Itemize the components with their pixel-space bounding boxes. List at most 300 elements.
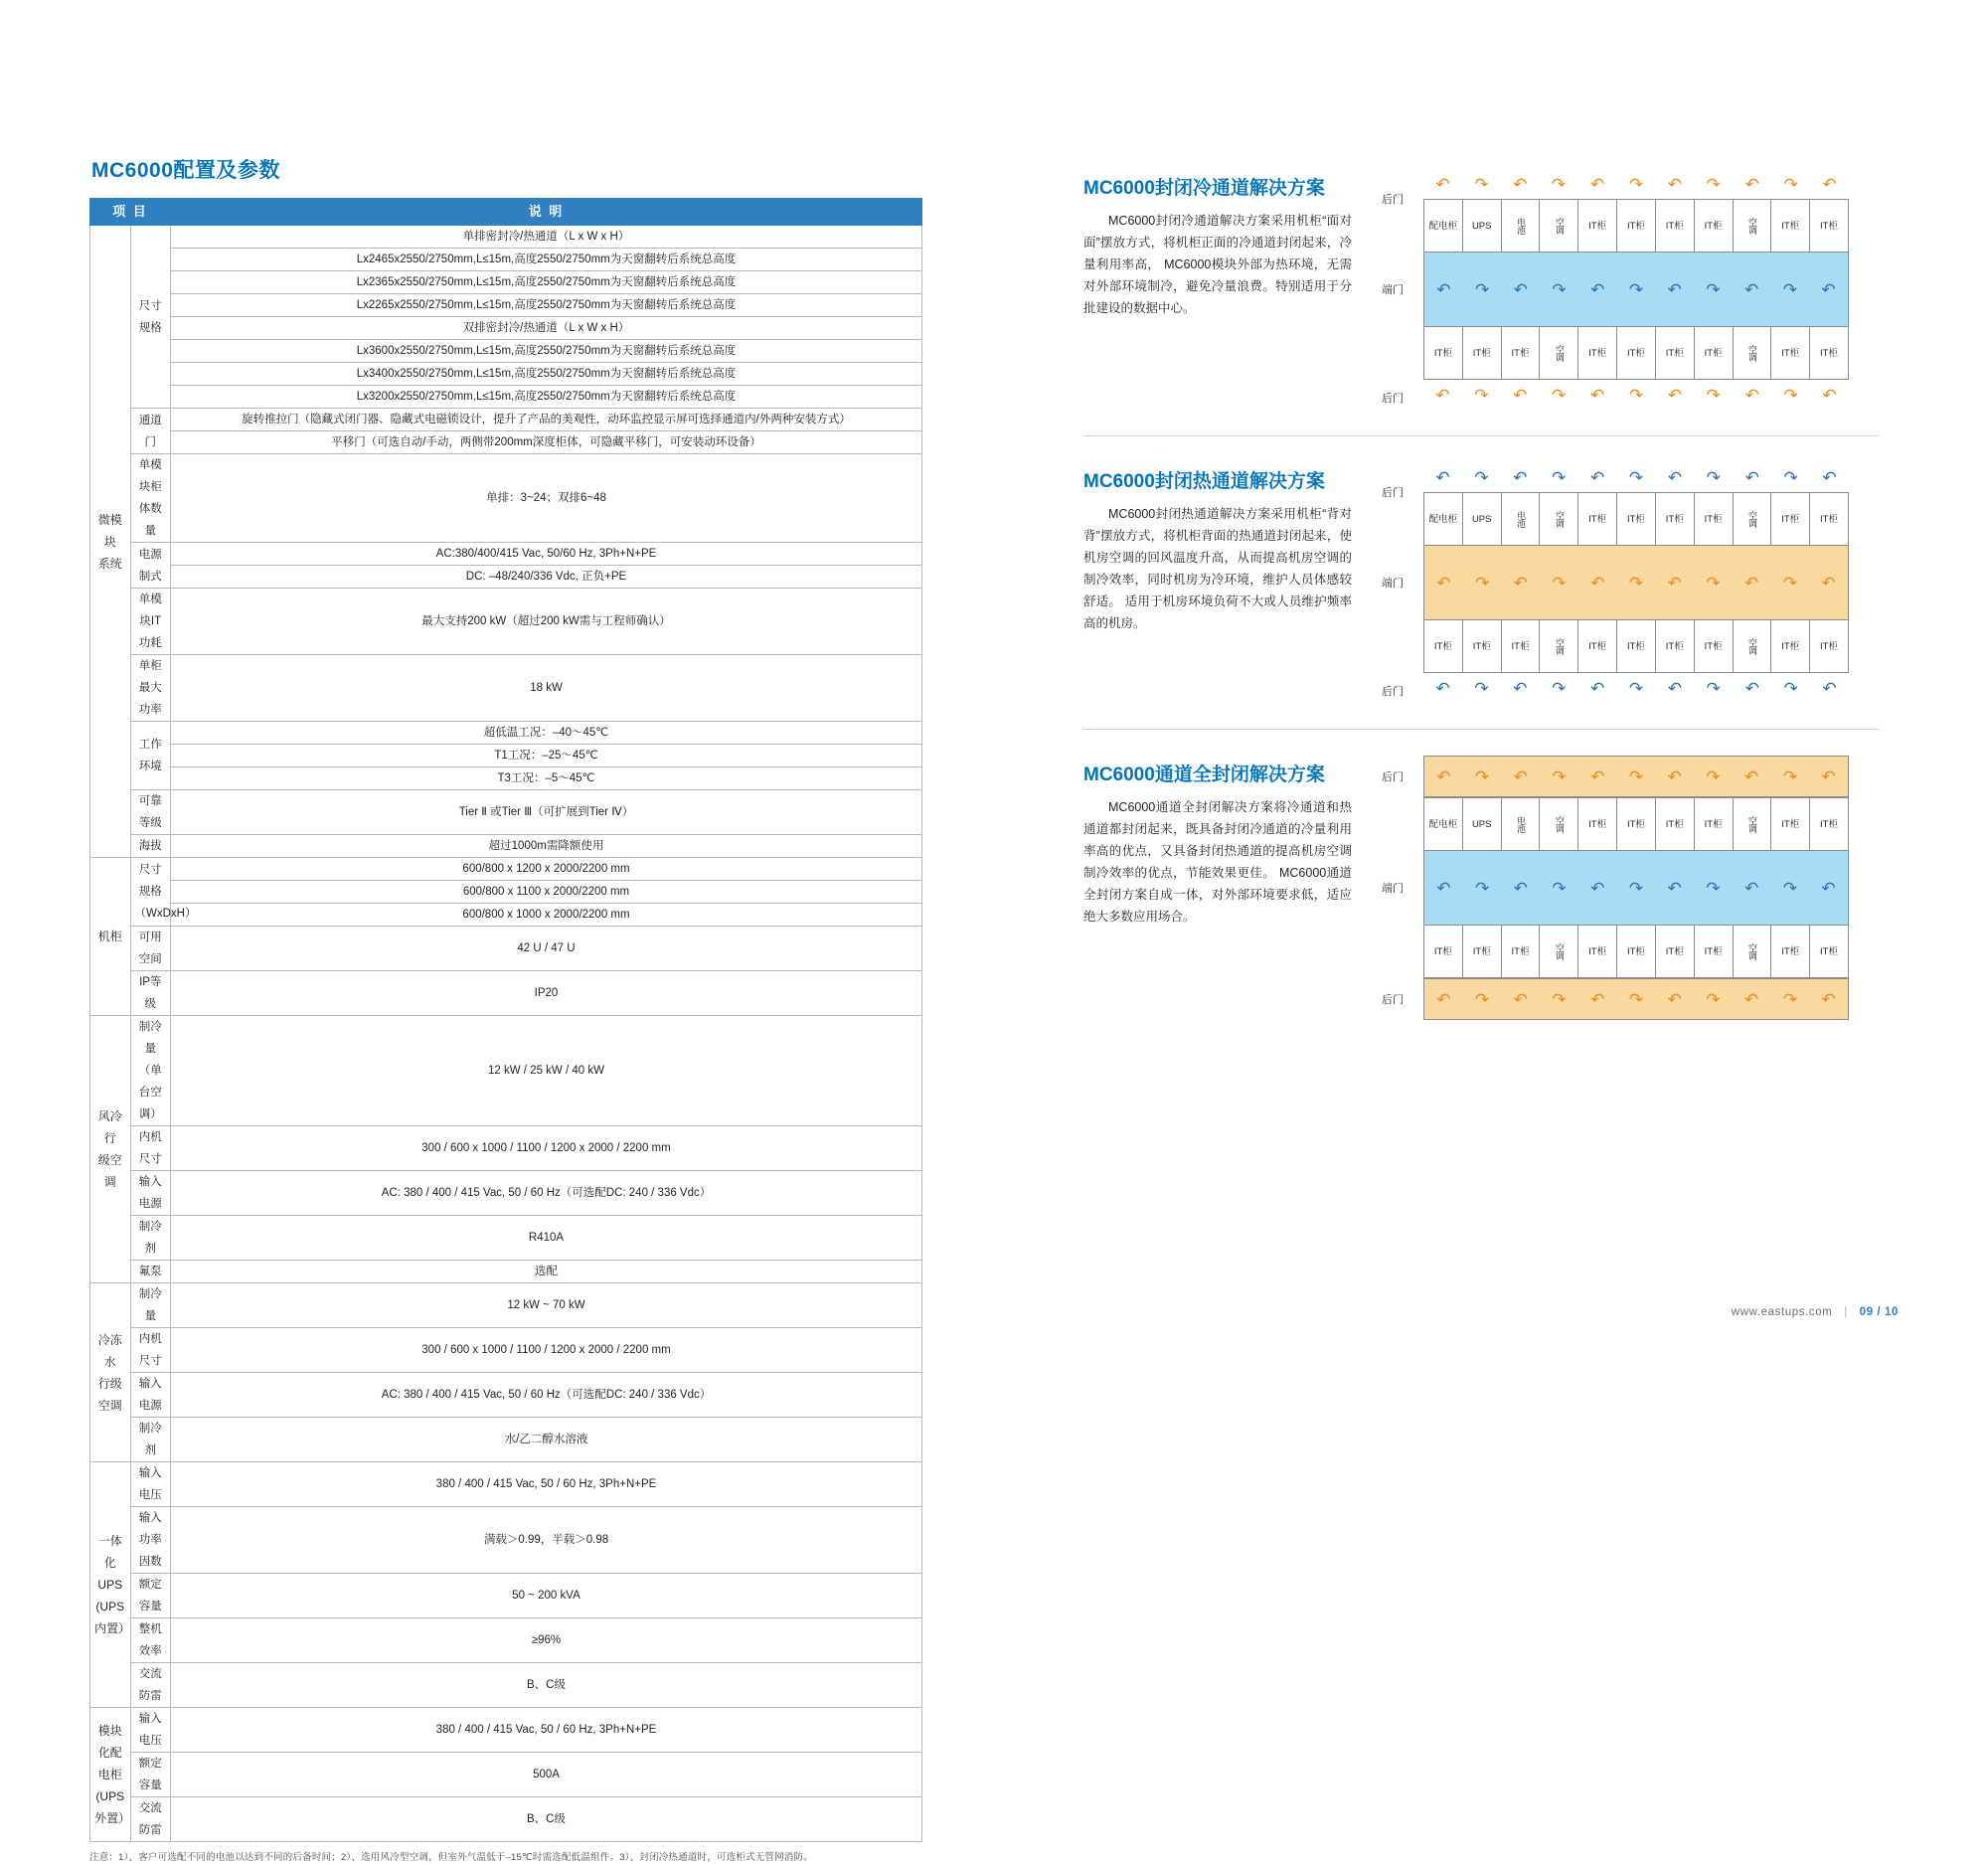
spec-item-label: 内机尺寸 xyxy=(130,1126,171,1171)
airflow-arrow-icon: ↶ xyxy=(1822,174,1837,194)
airflow-arrow-icon: ↷ xyxy=(1706,678,1721,698)
top-airflow-arrows xyxy=(1423,169,1849,199)
cabinet-cell: IT柜 xyxy=(1771,926,1810,977)
airflow-arrow-icon: ↶ xyxy=(1667,573,1682,593)
table-row xyxy=(90,340,922,363)
cabinet-cell: IT柜 xyxy=(1502,620,1541,672)
col-header-item: 项 目 xyxy=(90,199,171,226)
airflow-arrow-icon: ↷ xyxy=(1628,878,1644,898)
spec-value: 超低温工况：–40～45℃ xyxy=(171,722,922,745)
airflow-arrow-icon: ↷ xyxy=(1628,989,1644,1009)
spec-value: B、C级 xyxy=(171,1797,922,1842)
airflow-arrow-icon: ↷ xyxy=(1552,467,1567,487)
spec-value: 满载＞0.99，半载＞0.98 xyxy=(171,1507,922,1574)
spec-value: IP20 xyxy=(171,971,922,1016)
airflow-arrow-icon: ↶ xyxy=(1822,678,1837,698)
airflow-arrow-icon: ↶ xyxy=(1590,573,1605,593)
airflow-arrow-icon: ↶ xyxy=(1513,385,1528,405)
enclosed-hot-band xyxy=(1423,756,1849,797)
airflow-arrow-icon: ↶ xyxy=(1436,989,1451,1009)
airflow-arrow-icon: ↶ xyxy=(1667,279,1682,299)
cabinet-cell: IT柜 xyxy=(1656,493,1695,545)
table-row xyxy=(90,566,922,589)
airflow-arrow-row xyxy=(1424,851,1848,925)
solution-title: MC6000通道全封闭解决方案 xyxy=(1083,764,1325,785)
table-row xyxy=(90,790,922,835)
airflow-arrow-row xyxy=(1424,253,1848,326)
table-row xyxy=(90,767,922,790)
cabinet-cell: 配电柜 xyxy=(1424,200,1463,252)
airflow-arrow-icon: ↶ xyxy=(1513,174,1528,194)
airflow-arrow-icon: ↶ xyxy=(1435,174,1450,194)
airflow-arrow-icon: ↶ xyxy=(1435,678,1450,698)
airflow-arrow-row xyxy=(1424,979,1848,1019)
cabinet-cell: IT柜 xyxy=(1771,327,1810,379)
airflow-arrow-icon: ↷ xyxy=(1706,385,1721,405)
row-label xyxy=(1382,925,1423,978)
airflow-arrow-icon: ↷ xyxy=(1552,678,1567,698)
airflow-arrow-icon: ↶ xyxy=(1436,279,1451,299)
solution-block-full-enclosed xyxy=(1083,756,1908,1020)
solution-body: MC6000封闭热通道解决方案采用机柜“背对背”摆放方式，将机柜背面的热通道封闭起来，使机房空调的回风温度升高，从而提高机房空调的制冷效率，同时机房为冷环境，维护人员体感较舒适。 适用于机房环境负荷不大或人员维护频率高的机房。 xyxy=(1083,507,1352,630)
airflow-arrow-icon: ↶ xyxy=(1513,878,1528,898)
solution-body: MC6000封闭冷通道解决方案采用机柜“面对面”摆放方式，将机柜正面的冷通道封闭起来，冷量利用率高， MC6000模块外部为热环境，无需对外部环境制冷，避免冷量浪费。特别适用于分批建设的数据中心。 xyxy=(1083,214,1352,315)
spec-value: ≥96% xyxy=(171,1618,922,1663)
cabinet-cell: 电池 xyxy=(1502,798,1541,850)
spec-item-label: 输入电源 xyxy=(130,1373,171,1418)
spec-value: 超过1000m需降额使用 xyxy=(171,835,922,858)
spec-item-label: 额定容量 xyxy=(130,1753,171,1797)
airflow-arrow-icon: ↶ xyxy=(1436,878,1451,898)
spec-item-label: 输入电压 xyxy=(130,1462,171,1507)
airflow-arrow-icon: ↶ xyxy=(1821,766,1836,786)
airflow-arrow-icon: ↷ xyxy=(1552,573,1567,593)
airflow-arrow-icon: ↷ xyxy=(1782,878,1797,898)
table-row xyxy=(90,386,922,409)
airflow-arrow-icon: ↷ xyxy=(1782,989,1797,1009)
spec-value: 18 kW xyxy=(171,655,922,722)
table-row xyxy=(90,226,922,249)
airflow-arrow-icon: ↶ xyxy=(1513,989,1528,1009)
spec-item-label: 整机效率 xyxy=(130,1618,171,1663)
airflow-arrow-icon: ↷ xyxy=(1628,678,1644,698)
airflow-arrow-icon: ↷ xyxy=(1783,174,1798,194)
airflow-arrow-icon: ↶ xyxy=(1589,385,1605,405)
cabinet-cell: IT柜 xyxy=(1617,798,1656,850)
cabinet-cell: IT柜 xyxy=(1820,513,1838,525)
airflow-arrow-icon: ↶ xyxy=(1744,385,1759,405)
table-row xyxy=(90,904,922,927)
airflow-arrow-icon: ↶ xyxy=(1744,678,1759,698)
cabinet-cell: IT柜 xyxy=(1578,327,1617,379)
cabinet-cell: IT柜 xyxy=(1695,493,1734,545)
footer-url: www.eastups.com xyxy=(1731,1306,1833,1318)
spec-group-label: 一体化UPS (UPS内置） xyxy=(90,1462,131,1708)
cabinet-cell: IT柜 xyxy=(1424,926,1463,977)
diagram-full-enclosed xyxy=(1382,756,1859,1020)
airflow-arrow-icon: ↶ xyxy=(1435,467,1450,487)
cabinet-cell: IT柜 xyxy=(1771,493,1810,545)
table-row xyxy=(90,1663,922,1708)
cabinet-cell: IT柜 xyxy=(1656,798,1695,850)
footer-separator: | xyxy=(1844,1306,1848,1318)
solution-title: MC6000封闭热通道解决方案 xyxy=(1083,471,1325,492)
cabinet-cell: IT柜 xyxy=(1695,926,1734,977)
airflow-arrow-icon: ↷ xyxy=(1706,279,1721,299)
spec-item-label: 制冷剂 xyxy=(130,1216,171,1261)
airflow-arrow-icon: ↶ xyxy=(1513,573,1528,593)
table-row xyxy=(90,1171,922,1216)
table-row xyxy=(90,589,922,655)
airflow-arrow-icon: ↶ xyxy=(1821,989,1836,1009)
table-row xyxy=(90,543,922,566)
cabinet-row xyxy=(1382,199,1849,253)
airflow-arrow-icon: ↶ xyxy=(1513,678,1528,698)
table-row xyxy=(90,271,922,294)
airflow-arrow-icon: ↷ xyxy=(1706,878,1721,898)
spec-item-label: 通道门 xyxy=(130,409,171,454)
row-label xyxy=(1382,492,1423,546)
airflow-arrow-icon: ↷ xyxy=(1552,989,1567,1009)
cabinet-cell: IT柜 xyxy=(1502,926,1541,977)
aisle-row xyxy=(1382,546,1849,619)
cabinet-cell: IT柜 xyxy=(1820,220,1838,232)
spec-value: 单排密封冷/热通道（L x W x H） xyxy=(171,226,922,249)
spec-group-label: 微模块 系统 xyxy=(90,226,131,858)
spec-item-label: 单模块IT功耗 xyxy=(130,589,171,655)
table-row xyxy=(90,1283,922,1328)
airflow-arrow-icon: ↷ xyxy=(1474,174,1489,194)
airflow-arrow-icon: ↷ xyxy=(1552,279,1567,299)
airflow-arrow-icon: ↷ xyxy=(1474,878,1490,898)
spec-value: B、C级 xyxy=(171,1663,922,1708)
table-row xyxy=(90,1797,922,1842)
table-row xyxy=(90,971,922,1016)
spec-item-label: 额定容量 xyxy=(130,1574,171,1618)
spec-value: 500A xyxy=(171,1753,922,1797)
spec-value: 双排密封冷/热通道（L x W x H） xyxy=(171,317,922,340)
airflow-arrow-icon: ↷ xyxy=(1552,766,1567,786)
cabinet-cell: 空调 xyxy=(1540,493,1578,545)
table-row xyxy=(90,655,922,722)
cabinet-cell: UPS xyxy=(1463,493,1502,545)
table-row xyxy=(90,858,922,881)
spec-value: AC: 380 / 400 / 415 Vac, 50 / 60 Hz（可选配DC: 240 / 336 Vdc） xyxy=(171,1373,922,1418)
airflow-arrow-icon: ↷ xyxy=(1706,989,1721,1009)
spec-value: 42 U / 47 U xyxy=(171,927,922,971)
cabinet-cell: UPS xyxy=(1463,798,1502,850)
section-divider xyxy=(1083,729,1879,730)
spec-item-label: 尺寸规格 （WxDxH） xyxy=(130,858,171,927)
airflow-arrow-icon: ↶ xyxy=(1435,385,1450,405)
bottom-airflow-arrows xyxy=(1423,673,1849,703)
cabinet-cell: IT柜 xyxy=(1578,798,1617,850)
cabinet-cell: IT柜 xyxy=(1424,327,1463,379)
table-row xyxy=(90,454,922,543)
spec-item-label: 可靠等级 xyxy=(130,790,171,835)
table-row xyxy=(90,1016,922,1126)
cabinet-cell: 空调 xyxy=(1734,620,1772,672)
cabinet-cell: IT柜 xyxy=(1578,200,1617,252)
spec-group-label: 机柜 xyxy=(90,858,131,1016)
spec-value: DC: –48/240/336 Vdc, 正负+PE xyxy=(171,566,922,589)
table-row xyxy=(90,1216,922,1261)
airflow-arrow-icon: ↶ xyxy=(1743,878,1759,898)
table-row xyxy=(90,363,922,386)
spec-value: 单排：3~24；双排6~48 xyxy=(171,454,922,543)
spec-table xyxy=(89,198,922,1842)
table-row xyxy=(90,1373,922,1418)
bottom-airflow-arrows xyxy=(1423,380,1849,410)
airflow-arrow-icon: ↶ xyxy=(1821,279,1836,299)
spec-item-label: 制冷量 xyxy=(130,1283,171,1328)
airflow-arrow-icon: ↶ xyxy=(1822,385,1837,405)
cabinet-cell: 空调 xyxy=(1734,493,1772,545)
diagram-cold-aisle xyxy=(1382,169,1859,410)
cabinet-cell: IT柜 xyxy=(1656,926,1695,977)
spec-value: 旋转推拉门（隐藏式闭门器、隐藏式电磁锁设计，提升了产品的美观性，动环监控显示屏可选择通道内/外两种安装方式） xyxy=(171,409,922,431)
spec-value: 600/800 x 1100 x 2000/2200 mm xyxy=(171,881,922,904)
airflow-arrow-icon: ↶ xyxy=(1667,678,1683,698)
spec-value: Lx2365x2550/2750mm,L≤15m,高度2550/2750mm为天窗翻转后系统总高度 xyxy=(171,271,922,294)
spec-value: 12 kW ~ 70 kW xyxy=(171,1283,922,1328)
airflow-arrow-icon: ↷ xyxy=(1628,467,1644,487)
top-door-label: 后门 xyxy=(1382,194,1404,206)
cabinet-cell: IT柜 xyxy=(1820,640,1838,652)
spec-item-label: 单模块柜体数量 xyxy=(130,454,171,543)
airflow-arrow-icon: ↶ xyxy=(1744,174,1759,194)
airflow-arrow-icon: ↷ xyxy=(1628,385,1644,405)
spec-group-label: 模块化配 电柜 (UPS外置） xyxy=(90,1708,131,1842)
spec-value: Lx3400x2550/2750mm,L≤15m,高度2550/2750mm为天窗翻转后系统总高度 xyxy=(171,363,922,386)
cabinet-cell: 电池 xyxy=(1502,200,1541,252)
aisle-row xyxy=(1382,851,1849,925)
airflow-arrow-icon: ↶ xyxy=(1822,467,1837,487)
aisle-label: 端门 xyxy=(1382,284,1404,296)
cabinet-strip xyxy=(1423,797,1849,851)
table-row xyxy=(90,409,922,431)
aisle-area xyxy=(1423,851,1849,925)
bottom-door-label: 后门 xyxy=(1382,393,1404,405)
airflow-arrow-icon: ↷ xyxy=(1706,467,1721,487)
table-row xyxy=(90,1753,922,1797)
footer-page-number: 09 / 10 xyxy=(1859,1306,1899,1318)
cabinet-cell: IT柜 xyxy=(1771,798,1810,850)
cabinet-cell: IT柜 xyxy=(1820,347,1838,359)
row-label xyxy=(1382,619,1423,673)
airflow-arrow-icon: ↶ xyxy=(1513,467,1528,487)
cabinet-row xyxy=(1382,326,1849,380)
cabinet-cell: IT柜 xyxy=(1502,327,1541,379)
cabinet-cell: 空调 xyxy=(1734,200,1772,252)
airflow-arrow-icon: ↶ xyxy=(1589,174,1605,194)
airflow-arrow-icon: ↷ xyxy=(1474,766,1490,786)
cabinet-cell: 配电柜 xyxy=(1424,798,1463,850)
spec-value: 水/乙二醇水溶液 xyxy=(171,1418,922,1462)
airflow-arrow-icon: ↶ xyxy=(1667,385,1683,405)
enclosed-top-band-row xyxy=(1382,756,1849,797)
aisle-area xyxy=(1423,546,1849,619)
airflow-arrow-icon: ↷ xyxy=(1628,766,1644,786)
row-label xyxy=(1382,199,1423,253)
spec-group-label: 冷冻水 行级空调 xyxy=(90,1283,131,1462)
spec-value: 50 ~ 200 kVA xyxy=(171,1574,922,1618)
enclosed-bottom-band-row xyxy=(1382,978,1849,1020)
cabinet-cell: IT柜 xyxy=(1578,493,1617,545)
row-label xyxy=(1382,797,1423,851)
spec-value: R410A xyxy=(171,1216,922,1261)
cabinet-row xyxy=(1382,925,1849,978)
spec-item-label: 输入功率因数 xyxy=(130,1507,171,1574)
bottom-door-label: 后门 xyxy=(1382,994,1404,1006)
aisle-label: 端门 xyxy=(1382,883,1404,895)
table-row xyxy=(90,1574,922,1618)
airflow-arrow-icon: ↶ xyxy=(1667,174,1683,194)
cabinet-cell: IT柜 xyxy=(1617,926,1656,977)
airflow-arrow-icon: ↶ xyxy=(1589,678,1605,698)
spec-value: Lx3200x2550/2750mm,L≤15m,高度2550/2750mm为天窗翻转后系统总高度 xyxy=(171,386,922,409)
table-row xyxy=(90,722,922,745)
spec-item-label: 内机尺寸 xyxy=(130,1328,171,1373)
cabinet-cell: IT柜 xyxy=(1424,620,1463,672)
airflow-arrow-icon: ↶ xyxy=(1513,279,1528,299)
enclosed-hot-band xyxy=(1423,978,1849,1020)
spec-value: T1工况：–25～45℃ xyxy=(171,745,922,767)
spec-value: 600/800 x 1000 x 2000/2200 mm xyxy=(171,904,922,927)
airflow-arrow-icon: ↶ xyxy=(1743,573,1759,593)
table-row xyxy=(90,1418,922,1462)
table-header-row xyxy=(90,199,922,226)
cabinet-cell: 空调 xyxy=(1734,926,1772,977)
spec-item-label: 电源制式 xyxy=(130,543,171,589)
cabinet-cell: IT柜 xyxy=(1463,926,1502,977)
top-airflow-arrows xyxy=(1423,462,1849,492)
airflow-arrow-icon: ↶ xyxy=(1589,467,1605,487)
airflow-arrow-icon: ↶ xyxy=(1436,766,1451,786)
spec-item-label: 尺寸规格 xyxy=(130,226,171,409)
cabinet-cell: 空调 xyxy=(1734,327,1772,379)
cabinet-cell: 空调 xyxy=(1540,200,1578,252)
airflow-arrow-icon: ↷ xyxy=(1706,174,1721,194)
table-row xyxy=(90,1708,922,1753)
table-row xyxy=(90,317,922,340)
cabinet-strip xyxy=(1423,199,1849,253)
spec-value: 600/800 x 1200 x 2000/2200 mm xyxy=(171,858,922,881)
table-row xyxy=(90,1328,922,1373)
top-door-label: 后门 xyxy=(1382,771,1404,783)
spec-value: Lx2465x2550/2750mm,L≤15m,高度2550/2750mm为天窗翻转后系统总高度 xyxy=(171,249,922,271)
spec-item-label: 输入电源 xyxy=(130,1171,171,1216)
diagram-hot-aisle xyxy=(1382,462,1859,703)
footer xyxy=(1732,1306,1899,1318)
cabinet-cell: IT柜 xyxy=(1463,327,1502,379)
table-row xyxy=(90,881,922,904)
cabinet-cell: 空调 xyxy=(1540,798,1578,850)
cabinet-cell: IT柜 xyxy=(1695,798,1734,850)
solution-block-hot-aisle xyxy=(1083,462,1908,703)
airflow-arrow-icon: ↷ xyxy=(1474,385,1489,405)
cabinet-cell: 空调 xyxy=(1540,620,1578,672)
spec-value: 380 / 400 / 415 Vac, 50 / 60 Hz, 3Ph+N+PE xyxy=(171,1462,922,1507)
airflow-arrow-icon: ↷ xyxy=(1782,573,1797,593)
airflow-arrow-icon: ↷ xyxy=(1783,467,1798,487)
cabinet-cell: 电池 xyxy=(1502,493,1541,545)
spec-item-label: 工作环境 xyxy=(130,722,171,790)
spec-item-label: 输入电压 xyxy=(130,1708,171,1753)
airflow-arrow-icon: ↷ xyxy=(1706,573,1721,593)
table-row xyxy=(90,1126,922,1171)
cabinet-cell: IT柜 xyxy=(1656,620,1695,672)
solution-body: MC6000通道全封闭解决方案将冷通道和热通道都封闭起来，既具备封闭冷通道的冷量利用率高的优点，又具备封闭热通道的提高机房空调制冷效率的优点，节能效果更佳。 MC6000通道全封闭方案自成一体，对外部环境要求低，适应绝大多数应用场合。 xyxy=(1083,800,1352,924)
cabinet-row xyxy=(1382,492,1849,546)
spec-item-label: 交流防雷 xyxy=(130,1797,171,1842)
cabinet-strip xyxy=(1423,492,1849,546)
airflow-arrow-icon: ↶ xyxy=(1744,467,1759,487)
airflow-arrow-icon: ↷ xyxy=(1628,174,1644,194)
cabinet-strip xyxy=(1423,326,1849,380)
airflow-arrow-icon: ↶ xyxy=(1513,766,1528,786)
top-door-label: 后门 xyxy=(1382,487,1404,499)
page-title: MC6000配置及参数 xyxy=(91,159,280,182)
cabinet-cell: UPS xyxy=(1463,200,1502,252)
table-row xyxy=(90,745,922,767)
airflow-arrow-icon: ↷ xyxy=(1552,385,1567,405)
solution-title: MC6000封闭冷通道解决方案 xyxy=(1083,178,1325,199)
table-row xyxy=(90,835,922,858)
airflow-arrow-icon: ↶ xyxy=(1436,573,1451,593)
airflow-arrow-icon: ↷ xyxy=(1783,678,1798,698)
cabinet-cell: 空调 xyxy=(1540,926,1578,977)
bottom-door-label: 后门 xyxy=(1382,686,1404,698)
airflow-arrow-icon: ↷ xyxy=(1782,279,1797,299)
airflow-arrow-icon: ↷ xyxy=(1552,174,1567,194)
section-divider xyxy=(1083,435,1879,436)
airflow-arrow-icon: ↶ xyxy=(1590,279,1605,299)
spec-value: 300 / 600 x 1000 / 1100 / 1200 x 2000 / 2200 mm xyxy=(171,1328,922,1373)
table-row xyxy=(90,1261,922,1283)
airflow-arrow-icon: ↶ xyxy=(1667,766,1682,786)
airflow-arrow-icon: ↷ xyxy=(1474,279,1490,299)
cabinet-row xyxy=(1382,619,1849,673)
table-row xyxy=(90,927,922,971)
airflow-arrow-icon: ↷ xyxy=(1706,766,1721,786)
airflow-arrow-icon: ↷ xyxy=(1628,279,1644,299)
cabinet-cell: IT柜 xyxy=(1820,818,1838,830)
spec-item-label: IP等级 xyxy=(130,971,171,1016)
cabinet-cell: IT柜 xyxy=(1695,620,1734,672)
spec-value: Tier Ⅱ 或Tier Ⅲ（可扩展到Tier Ⅳ） xyxy=(171,790,922,835)
spec-value: AC:380/400/415 Vac, 50/60 Hz, 3Ph+N+PE xyxy=(171,543,922,566)
cabinet-cell: IT柜 xyxy=(1578,620,1617,672)
spec-value: 选配 xyxy=(171,1261,922,1283)
spec-item-label: 氟泵 xyxy=(130,1261,171,1283)
cabinet-cell: IT柜 xyxy=(1578,926,1617,977)
airflow-arrow-icon: ↷ xyxy=(1628,573,1644,593)
spec-value: Lx3600x2550/2750mm,L≤15m,高度2550/2750mm为天窗翻转后系统总高度 xyxy=(171,340,922,363)
airflow-arrow-icon: ↶ xyxy=(1821,573,1836,593)
cabinet-cell: IT柜 xyxy=(1771,200,1810,252)
airflow-arrow-icon: ↷ xyxy=(1474,573,1490,593)
spec-item-label: 可用空间 xyxy=(130,927,171,971)
row-label xyxy=(1382,326,1423,380)
spec-value: 380 / 400 / 415 Vac, 50 / 60 Hz, 3Ph+N+PE xyxy=(171,1708,922,1753)
airflow-arrow-icon: ↶ xyxy=(1667,467,1683,487)
cabinet-strip xyxy=(1423,925,1849,978)
cabinet-strip xyxy=(1423,619,1849,673)
spec-value: AC: 380 / 400 / 415 Vac, 50 / 60 Hz（可选配DC: 240 / 336 Vdc） xyxy=(171,1171,922,1216)
spec-item-label: 交流防雷 xyxy=(130,1663,171,1708)
solutions-section xyxy=(1083,169,1908,1020)
